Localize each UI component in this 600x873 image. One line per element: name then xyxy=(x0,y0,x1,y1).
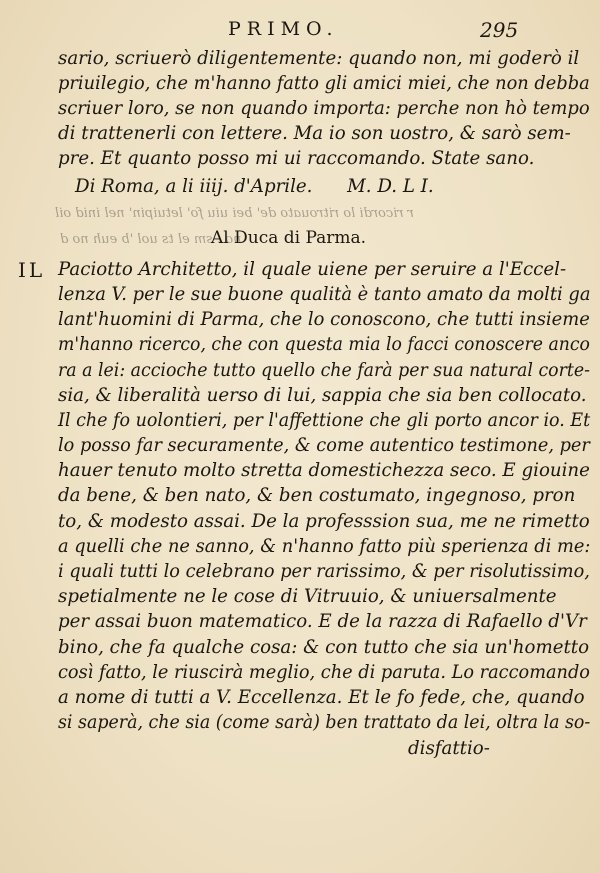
show-through-text: r ricordi lo ritrouato de' bei uiu fo' letuipin' nel inid oil xyxy=(55,206,414,221)
body-line: hauer tenuto molto stretta domestichezza seco. E giouine xyxy=(58,460,590,481)
body-line: ra a lei: accioche tutto quello che farà per sua natural corte- xyxy=(58,360,590,381)
body-line: da bene, & ben nato, & ben costumato, ingegnoso, pron xyxy=(58,485,576,506)
body-line: bino, che fa qualche cosa: & con tutto che sia un'hometto xyxy=(58,637,590,658)
letter-line: priuilegio, che m'hanno fatto gli amici miei, che non debba xyxy=(58,73,590,94)
letter-line: pre. Et quanto posso mi ui raccomando. State sano. xyxy=(58,148,535,169)
body-line: spetialmente ne le cose di Vitruuio, & uniuersalmente xyxy=(58,586,557,607)
body-line: così fatto, le riuscirà meglio, che di paruta. Lo raccomando xyxy=(58,662,590,683)
letter-line: sario, scriuerò diligentemente: quando non, mi goderò il xyxy=(58,48,580,69)
body-line: a nome di tutti a V. Eccellenza. Et le fo fede, che, quando xyxy=(58,687,585,708)
body-line: i quali tutti lo celebrano per rarissimo, & per risolutissimo, xyxy=(58,561,590,582)
letter-dateline: Di Roma, a li iiij. d'Aprile. M. D. L I. xyxy=(75,176,434,197)
body-line: per assai buon matematico. E de la razza di Rafaello d'Vr xyxy=(58,611,587,632)
body-line: m'hanno ricerco, che con questa mia lo facci conoscere anco xyxy=(58,334,590,355)
running-header: PRIMO. xyxy=(228,18,339,40)
body-line: to, & modesto assai. De la professsion sua, me ne rimetto xyxy=(58,511,590,532)
letter-line: scriuer loro, se non quando importa: perche non hò tempo xyxy=(58,98,590,119)
body-line: a quelli che ne sanno, & n'hanno fatto più sperienza di me: xyxy=(58,536,591,557)
show-through-text: no . sm el ts uol 'b euh no d xyxy=(60,232,242,247)
body-line: Il che fo uolontieri, per l'affettione che gli porto ancor io. Et xyxy=(58,410,591,431)
page-number: 295 xyxy=(480,18,519,42)
body-line: lant'huomini di Parma, che lo conoscono, che tutti insieme xyxy=(58,309,590,330)
body-line: si saperà, che sia (come sarà) ben trattato da lei, oltra la so- xyxy=(58,712,591,733)
catchword: disfattio- xyxy=(408,738,490,759)
letter-line: di trattenerli con lettere. Ma io son uostro, & sarò sem- xyxy=(58,123,571,144)
body-line: Paciotto Architetto, il quale uiene per seruire a l'Eccel- xyxy=(58,259,567,280)
initial-letters: IL xyxy=(18,258,46,282)
body-line: lo posso far securamente, & come autentico testimone, per xyxy=(58,435,590,456)
letter-heading: Al Duca di Parma. xyxy=(211,228,367,248)
body-line: lenza V. per le sue buone qualità è tanto amato da molti ga xyxy=(58,284,591,305)
body-line: sia, & liberalità uerso di lui, sappia che sia ben collocato. xyxy=(58,385,587,406)
